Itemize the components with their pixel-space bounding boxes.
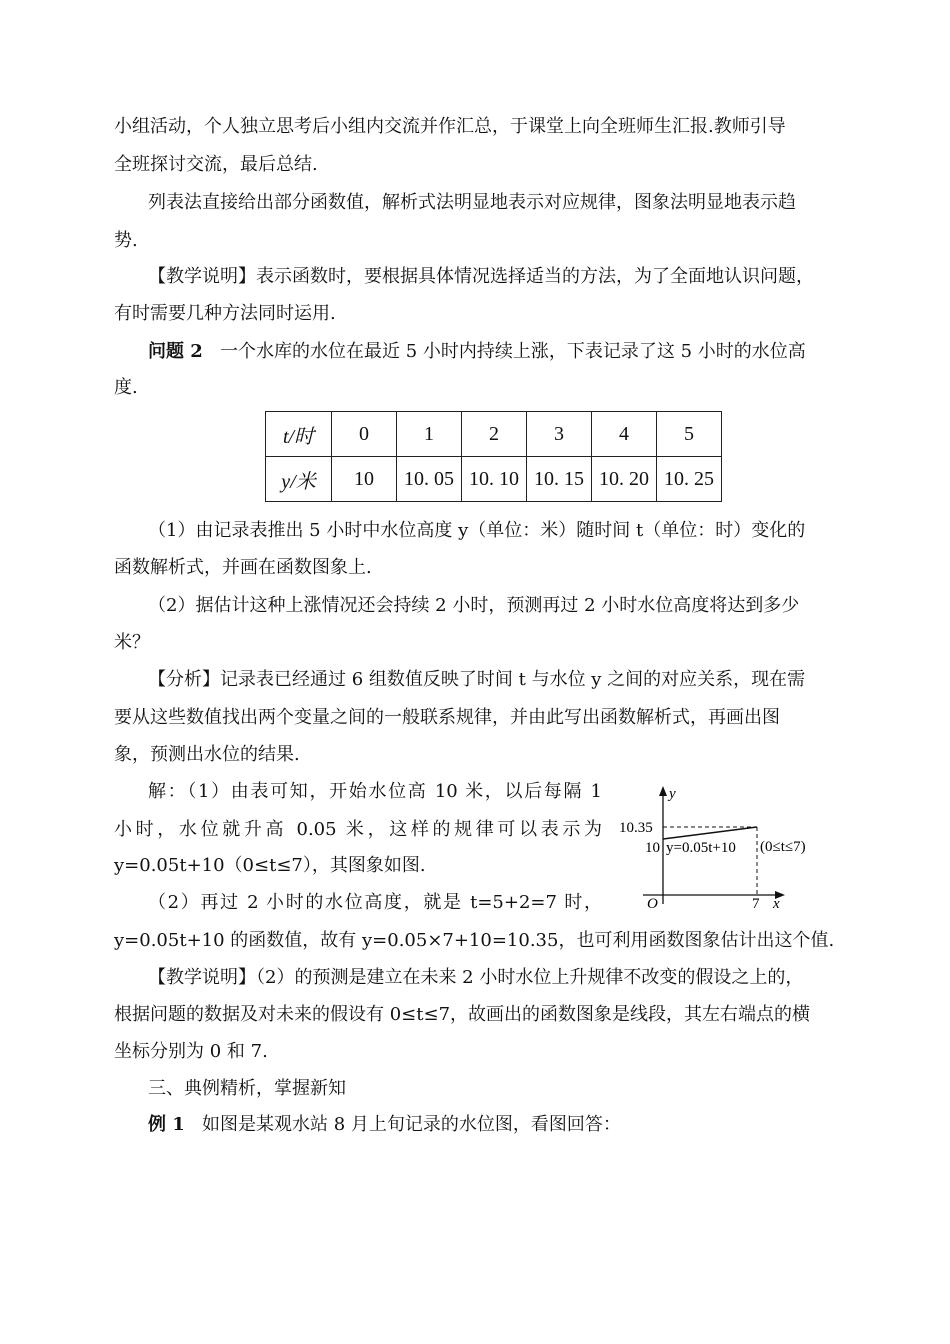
table-cell: 10. 20 [592, 457, 657, 502]
teaching-note-line: 坐标分别为 0 和 7. [114, 1041, 268, 1062]
solution-line: y=0.05t+10（0≤t≤7），其图象如图. [114, 855, 426, 876]
table-cell: 5 [657, 412, 722, 457]
water-level-table [265, 411, 722, 502]
table-cell: 10. 25 [657, 457, 722, 502]
teaching-note-line: 【教学说明】表示函数时，要根据具体情况选择适当的方法，为了全面地认识问题， [148, 266, 814, 287]
y-tick-top-label: 10.35 [619, 820, 653, 836]
solution-line: 解：（1）由表可知，开始水位高 10 米，以后每隔 1 [148, 781, 602, 802]
solution-line: y=0.05t+10 的函数值，故有 y=0.05×7+10=10.35，也可利用函数图象估计出这个值. [114, 930, 835, 951]
function-segment [663, 827, 757, 839]
table-cell: 10. 05 [397, 457, 462, 502]
table-cell: 4 [592, 412, 657, 457]
table-cell: 1 [397, 412, 462, 457]
y-axis-label: y [669, 786, 676, 802]
teaching-note-line: 根据问题的数据及对未来的假设有 0≤t≤7，故画出的函数图象是线段，其左右端点的横 [114, 1004, 811, 1025]
paragraph-line: 列表法直接给出部分函数值，解析式法明显地表示对应规律，图象法明显地表示趋 [148, 192, 796, 213]
table-cell: 2 [462, 412, 527, 457]
teaching-note-line: 【教学说明】（2）的预测是建立在未来 2 小时水位上升规律不改变的假设之上的， [148, 967, 804, 988]
question-2-line: 度. [114, 377, 138, 398]
subquestion-line: （1）由记录表推出 5 小时中水位高度 y（单位：米）随时间 t（单位：时）变化的 [148, 520, 806, 541]
example-1-label: 例 1 [148, 1114, 185, 1135]
teaching-note-line: 有时需要几种方法同时运用. [114, 303, 336, 324]
analysis-line: 象，预测出水位的结果. [114, 744, 300, 765]
origin-label: O [647, 896, 658, 912]
paragraph-line: 势. [114, 230, 138, 251]
table-cell: 10. 15 [527, 457, 592, 502]
table-cell: 3 [527, 412, 592, 457]
table-row [266, 412, 722, 457]
table-row [266, 457, 722, 502]
y-axis-arrow-icon [659, 786, 667, 796]
function-label: y=0.05t+10 [666, 840, 736, 856]
solution-line: （2）再过 2 小时的水位高度，就是 t=5+2=7 时， [148, 892, 602, 913]
question-2-label: 问题 2 [148, 341, 203, 362]
example-1-text: 如图是某观水站 8 月上旬记录的水位图，看图回答： [201, 1114, 621, 1135]
solution-line: 小时，水位就升高 0.05 米，这样的规律可以表示为 [114, 819, 602, 840]
table-header-cell: y/米 [266, 457, 332, 502]
paragraph-line: 全班探讨交流，最后总结. [114, 154, 318, 175]
table-cell: 0 [332, 412, 397, 457]
table-header-cell: t/时 [266, 412, 332, 457]
section-heading: 三、典例精析，掌握新知 [148, 1078, 346, 1099]
x-axis-label: x [773, 896, 780, 912]
table-cell: 10. 10 [462, 457, 527, 502]
example-1-line [148, 1113, 621, 1137]
analysis-line: 要从这些数值找出两个变量之间的一般联系规律，并由此写出函数解析式，再画出图 [114, 707, 780, 728]
question-2-text: 一个水库的水位在最近 5 小时内持续上涨，下表记录了这 5 小时的水位高 [219, 341, 806, 362]
subquestion-line: 米？ [114, 632, 150, 653]
table-cell: 10 [332, 457, 397, 502]
x-tick-end-label: 7 [752, 896, 760, 912]
y-tick-start-label: 10 [645, 840, 660, 856]
question-2-line [148, 340, 806, 364]
function-graph [615, 782, 845, 912]
paragraph-line: 小组活动，个人独立思考后小组内交流并作汇总，于课堂上向全班师生汇报.教师引导 [114, 116, 786, 137]
domain-label: (0≤t≤7) [760, 839, 806, 855]
analysis-line: 【分析】记录表已经通过 6 组数值反映了时间 t 与水位 y 之间的对应关系，现在需 [148, 669, 806, 690]
subquestion-line: （2）据估计这种上涨情况还会持续 2 小时，预测再过 2 小时水位高度将达到多少 [148, 595, 800, 616]
subquestion-line: 函数解析式，并画在函数图象上. [114, 557, 372, 578]
